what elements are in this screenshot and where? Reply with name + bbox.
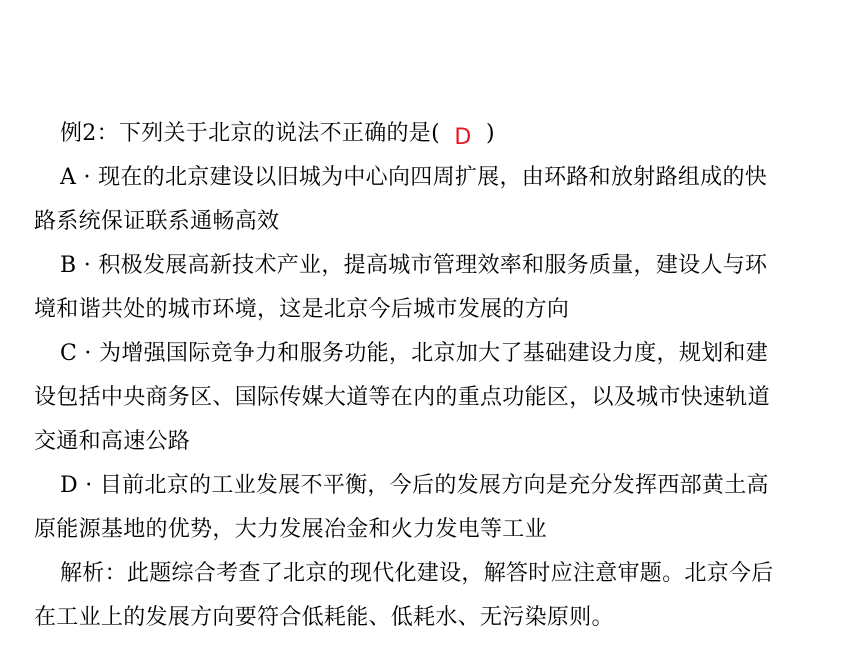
question-prefix: 例2：下列关于北京的说法不正确的是(: [60, 121, 440, 146]
option-c-line-1: C · 为增强国际竞争力和服务功能，北京加大了基础建设力度，规划和建: [60, 341, 769, 366]
option-a-line-2: 路系统保证联系通畅高效: [34, 209, 280, 234]
analysis-line-1: 解析：此题综合考查了北京的现代化建设，解答时应注意审题。北京今后: [60, 561, 774, 586]
option-c-line-3: 交通和高速公路: [34, 429, 191, 454]
option-a-line-1: A · 现在的北京建设以旧城为中心向四周扩展，由环路和放射路组成的快: [60, 165, 768, 190]
question-line: [34, 112, 830, 156]
answer-mark: D: [454, 125, 472, 150]
option-d-line-2: 原能源基地的优势，大力发展冶金和火力发电等工业: [34, 517, 547, 542]
slide-content: [34, 112, 830, 640]
option-d-line-1: D · 目前北京的工业发展不平衡，今后的发展方向是充分发挥西部黄土高: [60, 473, 769, 498]
option-b-line-1: B · 积极发展高新技术产业，提高城市管理效率和服务质量，建设人与环: [60, 253, 768, 278]
analysis-line-2: 在工业上的发展方向要符合低耗能、低耗水、无污染原则。: [34, 605, 614, 630]
question-suffix: ): [485, 121, 495, 146]
option-b-line-2: 境和谐共处的城市环境，这是北京今后城市发展的方向: [34, 297, 570, 322]
option-c-line-2: 设包括中央商务区、国际传媒大道等在内的重点功能区，以及城市快速轨道: [34, 385, 770, 410]
